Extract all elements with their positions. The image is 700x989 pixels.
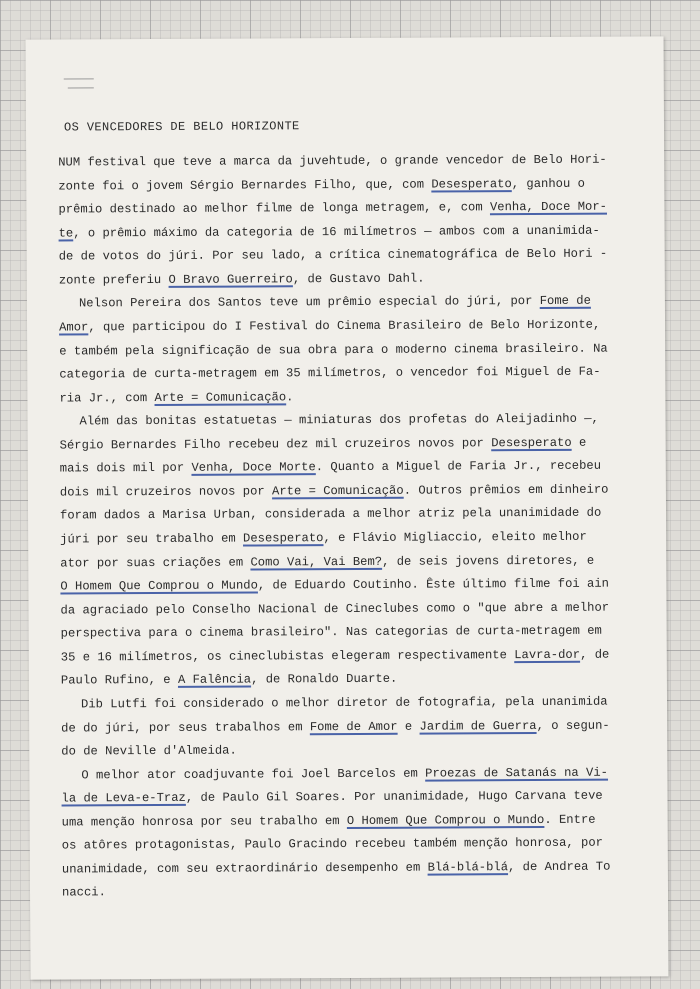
underlined-film-title: Fome de Amor — [309, 719, 398, 734]
text-segment: , de Paulo Gil Soares. Por unanimidade, Hugo Carvana teve — [185, 788, 603, 806]
text-segment: mais dois mil por — [59, 461, 192, 476]
text-segment: do de Neville d'Almeida. — [61, 743, 237, 759]
text-segment: , de Eduardo Coutinho. Êste último filme foi ain — [257, 576, 609, 593]
text-line — [60, 455, 654, 482]
text-line — [61, 737, 655, 764]
underlined-film-title: A Falência — [177, 672, 252, 688]
text-line — [60, 525, 654, 552]
text-line — [61, 785, 655, 812]
text-line — [58, 148, 652, 175]
text-segment: , de Gustavo Dahl. — [292, 271, 425, 287]
text-line — [61, 714, 655, 741]
text-segment: ria Jr., com — [59, 390, 155, 406]
text-line — [61, 690, 655, 717]
underlined-film-title: Blá-blá-blá — [427, 860, 509, 875]
text-line — [62, 855, 656, 882]
text-segment: da agraciado pelo Conselho Nacional de Cineclubes como o "que abre a melhor — [60, 600, 610, 618]
text-segment: , de — [580, 647, 610, 662]
text-line — [61, 643, 655, 670]
text-line — [59, 243, 653, 270]
text-line — [58, 219, 652, 246]
text-line — [61, 667, 655, 694]
underlined-film-title: Como Vai, Vai Bem? — [250, 554, 383, 570]
text-segment: uma menção honrosa por seu trabalho em — [61, 813, 347, 830]
underlined-film-title: O Homem Que Comprou o Mundo — [346, 812, 545, 828]
pencil-mark — [64, 78, 94, 79]
text-segment: e — [397, 719, 420, 734]
underlined-film-title: Desesperato — [491, 435, 572, 450]
text-segment: , o segun- — [536, 718, 610, 733]
text-segment: júri por seu trabalho em — [60, 531, 244, 547]
text-segment: Além das bonitas estatuetas — miniaturas dos profetas do Aleijadinho —, — [79, 411, 599, 429]
text-line — [62, 832, 656, 859]
text-line — [60, 478, 654, 505]
text-line — [59, 266, 653, 293]
text-segment: , de Andrea To — [507, 859, 611, 875]
underlined-film-title: Fome de — [539, 294, 591, 309]
text-line — [62, 808, 656, 835]
underlined-film-title: Arte = Comunicação — [154, 389, 287, 405]
text-segment: zonte preferiu — [58, 272, 169, 288]
text-segment: ator por suas criações em — [60, 555, 251, 571]
text-line — [59, 337, 653, 364]
underlined-film-title: Amor — [59, 320, 89, 335]
text-segment: categoria de curta-metragem em 35 milímetros, o vencedor foi Miguel de Fa- — [59, 364, 601, 382]
underlined-film-title: Arte = Comunicação — [271, 483, 404, 499]
underlined-film-title: Venha, Doce Mor- — [489, 199, 608, 215]
text-segment: , o prêmio máximo da categoria de 16 milímetros — ambos com a unanimida- — [73, 223, 600, 241]
text-segment: nacci. — [61, 885, 106, 900]
text-segment: dois mil cruzeiros novos por — [59, 484, 273, 500]
text-line — [60, 549, 654, 576]
underlined-film-title: Lavra-dor — [514, 647, 581, 662]
text-segment: os atôres protagonistas, Paulo Gracindo recebeu também menção honrosa, por — [61, 835, 604, 853]
text-segment: Sérgio Bernardes Filho recebeu dez mil cruzeiros novos por — [59, 435, 492, 453]
text-segment: O melhor ator coadjuvante foi Joel Barcelos em — [81, 766, 426, 783]
text-segment: perspectiva para o cinema brasileiro". Nas categorias de curta-metragem em — [60, 623, 602, 641]
text-segment: foram dados a Marisa Urban, considerada a melhor atriz pela unanimidade do — [60, 506, 602, 523]
text-segment: 35 e 16 milímetros, os cineclubistas elegeram respectivamente — [60, 647, 515, 665]
underlined-film-title: O Bravo Guerreiro — [168, 272, 293, 287]
text-segment: . Outros prêmios em dinheiro — [403, 482, 609, 498]
text-segment: NUM festival que teve a marca da juvehtude, o grande vencedor de Belo Hori- — [58, 152, 607, 170]
document-body — [58, 148, 656, 905]
text-line — [59, 384, 653, 411]
document-title: OS VENCEDORES DE BELO HORIZONTE — [63, 119, 300, 135]
text-segment: , que participou do I Festival do Cinema Brasileiro de Belo Horizonte, — [88, 317, 601, 335]
text-segment: . — [286, 389, 294, 404]
text-segment: e também pela significação de sua obra para o moderno cinema brasileiro. Na — [59, 341, 608, 359]
text-segment: Paulo Rufino, e — [60, 673, 178, 688]
text-segment: , ganhou o — [511, 176, 585, 191]
underlined-film-title: Desesperato — [431, 176, 512, 192]
text-line — [59, 313, 653, 340]
text-segment: . Quanto a Miguel de Faria Jr., recebeu — [315, 458, 602, 475]
text-line — [59, 408, 653, 435]
underlined-film-title: Venha, Doce Morte — [191, 460, 316, 476]
underlined-film-title: Jardim de Guerra — [419, 718, 537, 734]
underlined-film-title: O Homem Que Comprou o Mundo — [60, 578, 258, 594]
text-segment: prêmio destinado ao melhor filme de longa metragem, e, com — [58, 200, 490, 217]
text-line — [61, 620, 655, 647]
pencil-mark — [68, 87, 94, 88]
text-line — [60, 596, 654, 623]
text-segment: de de votos do júri. Por seu lado, a crítica cinematográfica de Belo Hori - — [58, 246, 608, 264]
typewritten-page — [26, 36, 669, 979]
text-line — [61, 761, 655, 788]
text-segment: e — [571, 435, 587, 450]
text-segment: Dib Lutfi foi considerado o melhor diretor de fotografia, pela unanimida — [80, 694, 608, 712]
text-line — [62, 879, 656, 906]
underlined-film-title: la de Leva-e-Traz — [61, 791, 186, 806]
text-segment: unanimidade, com seu extraordinário desempenho em — [61, 860, 428, 877]
underlined-film-title: Desesperato — [242, 531, 324, 546]
text-line — [58, 172, 652, 199]
text-segment: . Entre — [544, 812, 596, 827]
underlined-film-title: Proezas de Satanás na Vi- — [425, 765, 609, 781]
text-segment: , e Flávio Migliaccio, eleito melhor — [323, 529, 587, 546]
text-line — [60, 431, 654, 458]
text-segment: de do júri, por seus trabalhos em — [61, 719, 310, 735]
text-line — [58, 196, 652, 223]
text-line — [59, 290, 653, 317]
text-line — [60, 502, 654, 529]
text-line — [59, 360, 653, 387]
text-line — [60, 573, 654, 600]
text-segment: Nelson Pereira dos Santos teve um prêmio especial do júri, por — [78, 294, 540, 311]
text-segment: , de seis jovens diretores, e — [382, 553, 595, 569]
text-segment: , de Ronaldo Duarte. — [251, 672, 398, 687]
text-segment: zonte foi o jovem Sérgio Bernardes Filho, que, com — [58, 177, 432, 194]
underlined-film-title: te — [58, 226, 74, 241]
